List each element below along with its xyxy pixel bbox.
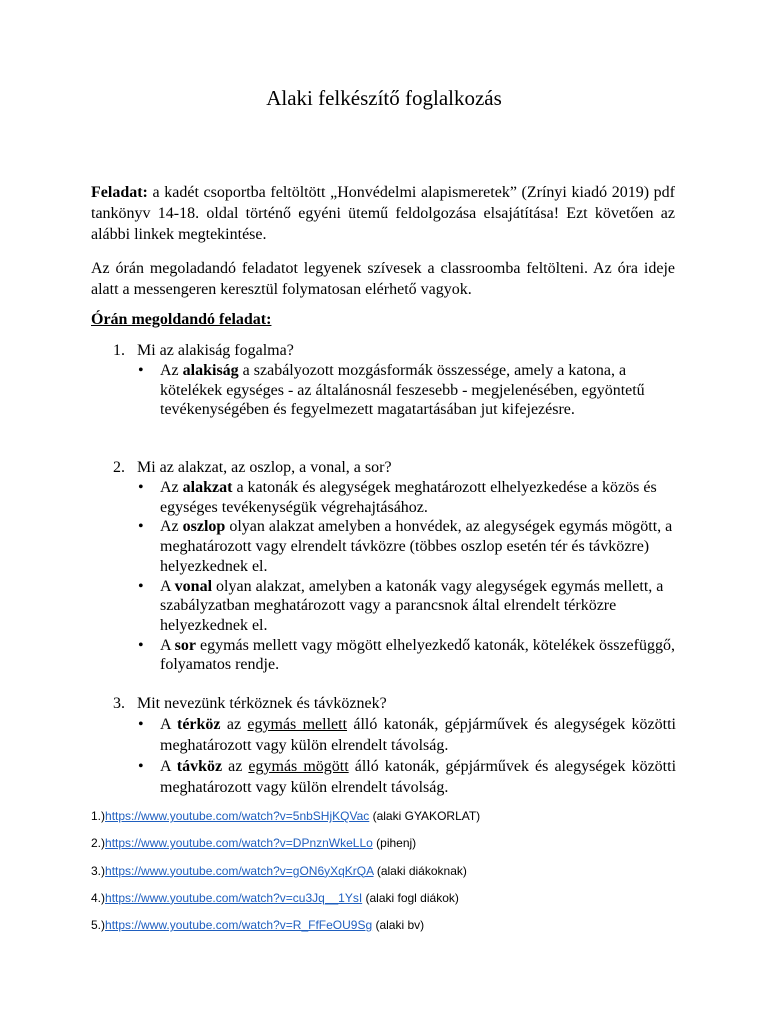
intro-text: a kadét csoportba feltöltött „Honvédelmi alapismeretek” (Zrínyi kiadó 2019) pdf tankönyv 14-18. oldal történő egyéni ütemű feldolgozása elsajátítása! Ezt követően az alábbi linkek megtekintése. [91, 184, 675, 243]
intro-paragraph [91, 182, 675, 245]
youtube-link-3[interactable]: https://www.youtube.com/watch?v=gON6yXqKrQA [105, 863, 374, 878]
youtube-link-4[interactable]: https://www.youtube.com/watch?v=cu3Jq__1YsI [105, 890, 363, 905]
video-links [91, 808, 480, 944]
bullet-icon: • [138, 758, 144, 775]
youtube-link-1[interactable]: https://www.youtube.com/watch?v=5nbSHjKQVac [105, 809, 370, 823]
bullet-icon: • [138, 362, 144, 379]
bullet-icon: • [138, 577, 144, 595]
bullet-icon: • [138, 518, 144, 536]
link-row-3: 3.)https://www.youtube.com/watch?v=gON6yXqKrQA (alaki diákoknak) [91, 863, 467, 878]
question-3-answers [136, 714, 676, 798]
list-item: • Az alakzat a katonák és alegységek meghatározott elhelyezkedése a közös és egységes tevékenységük végrehajtásához. [138, 479, 657, 516]
question-2-answers [136, 478, 676, 675]
underlined-phrase: egymás mögött [248, 758, 349, 775]
instruction-paragraph: Az órán megoladandó feladatot legyenek szívesek a classroomba feltölteni. Az óra ideje alatt a messengeren keresztül folymatosan elérhető vagyok. [91, 260, 675, 298]
question-text: Mi az alakzat, az oszlop, a vonal, a sor? [137, 459, 392, 476]
list-item: • Az oszlop olyan alakzat amelyben a honvédek, az alegységek egymás mögött, a meghatározott vagy elrendelt távközre (többes oszlop esetén tér és távközre) helyezkednek el. [138, 518, 673, 575]
term: távköz [176, 758, 223, 775]
task-heading: Órán megoldandó feladat: [91, 311, 272, 328]
bullet-icon: • [138, 479, 144, 496]
link-row-1: 1.)https://www.youtube.com/watch?v=5nbSHjKQVac (alaki GYAKORLAT) [91, 809, 481, 823]
question-number: 3. [113, 695, 125, 712]
list-item: • A vonal olyan alakzat, amelyben a katonák vagy alegységek egymás mellett, a szabályzatban meghatározott vagy a parancsnok által elrendelt térközre helyezkednek el. [138, 577, 664, 634]
question-number: 2. [113, 459, 125, 476]
underlined-phrase: egymás mellett [247, 716, 348, 733]
question-1 [113, 341, 294, 361]
question-text: Mit nevezünk térköznek és távköznek? [137, 695, 387, 712]
question-3 [113, 694, 387, 714]
list-item: • Az alakiság a szabályozott mozgásformák összessége, amely a katona, a kötelékek egységes - az általánosnál feszesebb - megjelenésében, egyöntetű tevékenységében és fegyelmezett magatartásában jut kifejezésre. [138, 362, 645, 419]
question-2 [113, 458, 392, 478]
document-title: Alaki felkészítő foglalkozás [266, 86, 502, 110]
question-text: Mi az alakiság fogalma? [137, 342, 294, 359]
question-number: 1. [113, 342, 125, 359]
youtube-link-5[interactable]: https://www.youtube.com/watch?v=R_FfFeOU9Sg [105, 918, 373, 933]
bullet-icon: • [138, 636, 144, 654]
list-item: • A sor egymás mellett vagy mögött elhelyezkedő katonák, kötelékek összefüggő, folyamatos rendje. [138, 636, 675, 674]
link-row-5: 5.)https://www.youtube.com/watch?v=R_FfFeOU9Sg (alaki bv) [91, 918, 425, 933]
list-item: • A térköz az egymás mellett álló katonák, gépjárművek és alegységek közötti meghatározott vagy külön elrendelt távolság. [138, 716, 676, 754]
link-row-4: 4.)https://www.youtube.com/watch?v=cu3Jq__1YsI (alaki fogl diákok) [91, 890, 459, 905]
bullet-icon: • [138, 716, 144, 733]
term: vonal [174, 577, 213, 595]
intro-label: Feladat: [91, 184, 148, 201]
term: alakiság [182, 362, 239, 379]
term: alakzat [182, 479, 233, 496]
question-1-answers [136, 361, 676, 420]
youtube-link-2[interactable]: https://www.youtube.com/watch?v=DPnznWkeLLo [105, 836, 373, 851]
term: sor [174, 636, 196, 654]
link-row-2: 2.)https://www.youtube.com/watch?v=DPnznWkeLLo (pihenj) [91, 836, 417, 851]
term: oszlop [182, 518, 226, 536]
list-item: • A távköz az egymás mögött álló katonák, gépjárművek és alegységek közötti meghatározott vagy külön elrendelt távolság. [138, 758, 677, 796]
term: térköz [177, 716, 221, 733]
